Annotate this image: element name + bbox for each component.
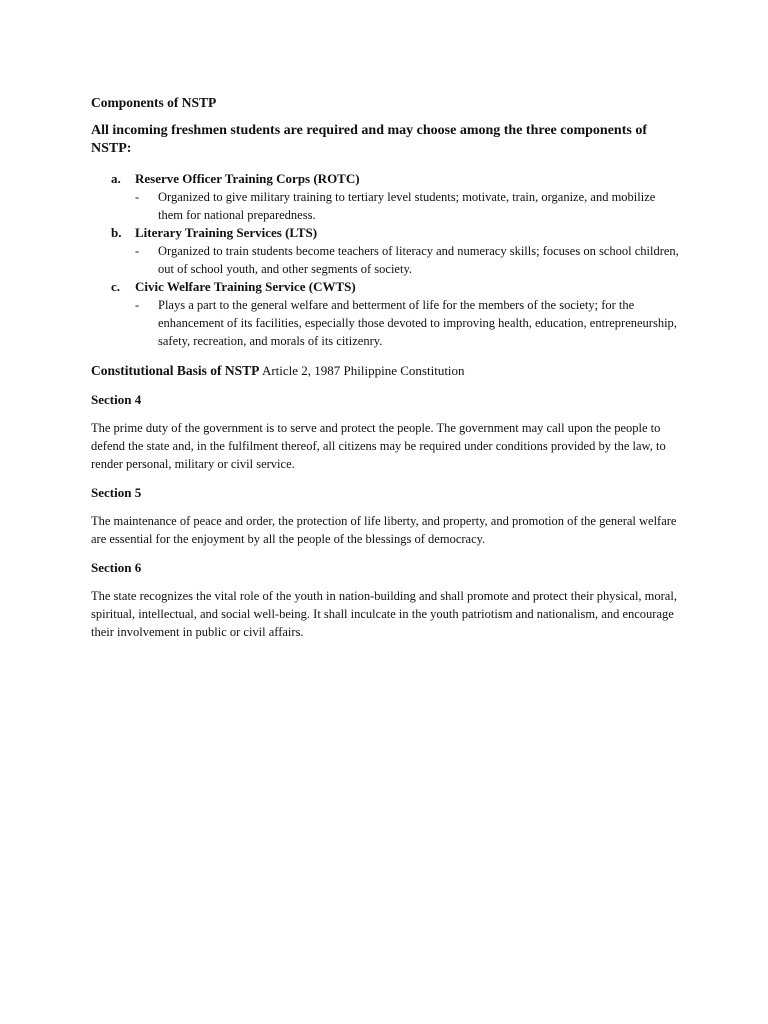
list-letter: c. xyxy=(111,279,121,294)
component-cwts xyxy=(91,278,681,350)
section-5 xyxy=(91,484,681,548)
component-title xyxy=(91,278,681,296)
document-page xyxy=(91,94,681,641)
component-description-text: Organized to train students become teachers of literacy and numeracy skills; focuses on school children, out of school youth, and other segments of society. xyxy=(158,244,679,276)
component-rotc xyxy=(91,170,681,224)
component-title-text: Civic Welfare Training Service (CWTS) xyxy=(135,279,356,294)
dash-bullet: - xyxy=(135,244,140,258)
component-title-text: Reserve Officer Training Corps (ROTC) xyxy=(135,171,360,186)
component-title-text: Literary Training Services (LTS) xyxy=(135,225,318,240)
constitutional-basis-label: Constitutional Basis of NSTP xyxy=(91,363,260,378)
dash-bullet: - xyxy=(135,190,140,204)
document-heading: Components of NSTP xyxy=(91,95,217,110)
section-6 xyxy=(91,559,681,641)
components-list xyxy=(91,170,681,350)
list-letter: a. xyxy=(111,171,121,186)
section-heading: Section 4 xyxy=(91,392,142,407)
component-description-text: Organized to give military training to tertiary level students; motivate, train, organize, and mobilize them for national preparedness. xyxy=(158,190,656,222)
component-description xyxy=(91,296,681,350)
component-title xyxy=(91,170,681,188)
component-title xyxy=(91,224,681,242)
dash-bullet: - xyxy=(135,298,140,312)
component-description-text: Plays a part to the general welfare and betterment of life for the members of the society; for the enhancement of its facilities, especially those devoted to improving health, education, entrepreneurship, safety, recreation, and morals of its citizenry. xyxy=(158,298,677,348)
section-paragraph: The maintenance of peace and order, the protection of life liberty, and property, and promotion of the general welfare are essential for the enjoyment by all the people of the blessings of democracy. xyxy=(91,514,677,546)
list-letter: b. xyxy=(111,225,122,240)
section-paragraph: The prime duty of the government is to serve and protect the people. The government may call upon the people to defend the state and, in the fulfilment thereof, all citizens may be required under conditions provided by the law, to render personal, military or civil service. xyxy=(91,421,666,471)
section-heading: Section 5 xyxy=(91,485,142,500)
component-lts xyxy=(91,224,681,278)
component-description xyxy=(91,188,681,224)
component-description xyxy=(91,242,681,278)
section-4 xyxy=(91,391,681,473)
section-heading: Section 6 xyxy=(91,560,142,575)
constitutional-basis xyxy=(91,362,681,380)
section-paragraph: The state recognizes the vital role of the youth in nation-building and shall promote and protect their physical, moral, spiritual, intellectual, and social well-being. It shall inculcate in the youth patriotism and nationalism, and encourage their involvement in public or civil affairs. xyxy=(91,589,677,639)
intro-paragraph: All incoming freshmen students are required and may choose among the three components of NSTP: xyxy=(91,123,647,156)
constitutional-basis-source: Article 2, 1987 Philippine Constitution xyxy=(261,363,465,378)
